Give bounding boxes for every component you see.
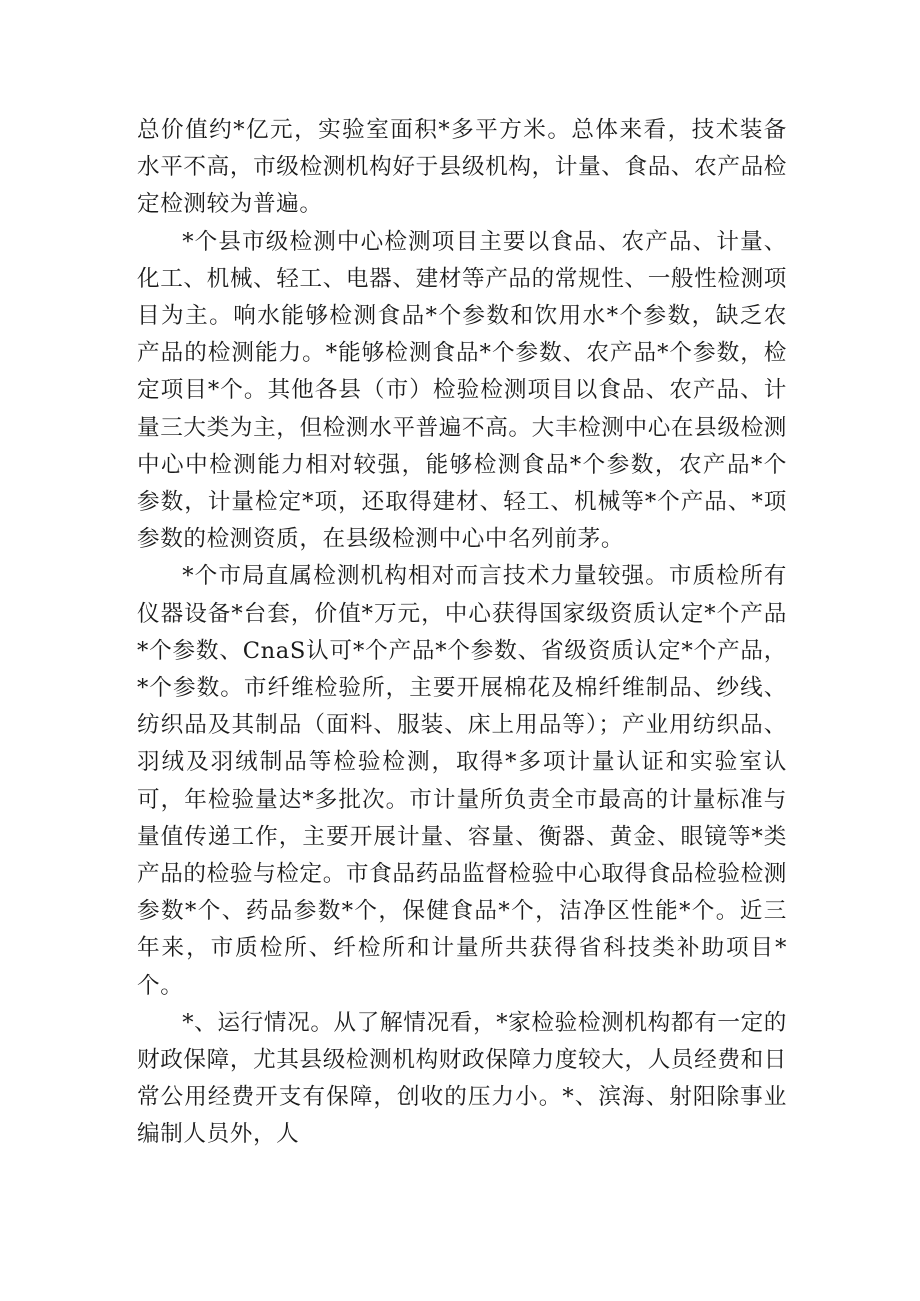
paragraph-municipal-institutions: *个市局直属检测机构相对而言技术力量较强。市质检所有仪器设备*台套，价值*万元，中心获得国家级资质认定*个产品*个参数、CnaS认可*个产品*个参数、省级资质认定*个产品，*个参数。市纤维检验所，主要开展棉花及棉纤维制品、纱线、纺织品及其制品（面料、服装、床上用品等）；产业用纺织品、羽绒及羽绒制品等检验检测，取得*多项计量认证和实验室认可，年检验量达*多批次。市计量所负责全市最高的计量标准与量值传递工作，主要开展计量、容量、衡器、黄金、眼镜等*类产品的检验与检定。市食品药品监督检验中心取得食品检验检测参数*个、药品参数*个，保健食品*个，洁净区性能*个。近三年来，市质检所、纤检所和计量所共获得省科技类补助项目*个。 xyxy=(137,563,787,999)
paragraph-operation-status: *、运行情况。从了解情况看，*家检验检测机构都有一定的财政保障，尤其县级检测机构财政保障力度较大，人员经费和日常公用经费开支有保障，创收的压力小。*、滨海、射阳除事业编制人员外，人 xyxy=(137,1009,787,1148)
paragraph-county-centers: *个县市级检测中心检测项目主要以食品、农产品、计量、化工、机械、轻工、电器、建材等产品的常规性、一般性检测项目为主。响水能够检测食品*个参数和饮用水*个参数，缺乏农产品的检测能力。*能够检测食品*个参数、农产品*个参数，检定项目*个。其他各县（市）检验检测项目以食品、农产品、计量三大类为主，但检测水平普遍不高。大丰检测中心在县级检测中心中检测能力相对较强，能够检测食品*个参数，农产品*个参数，计量检定*项，还取得建材、轻工、机械等*个产品、*项参数的检测资质，在县级检测中心中名列前茅。 xyxy=(137,228,787,553)
paragraph-equipment-summary: 总价值约*亿元，实验室面积*多平方米。总体来看，技术装备水平不高，市级检测机构好于县级机构，计量、食品、农产品检定检测较为普遍。 xyxy=(137,117,787,218)
body-text xyxy=(137,112,787,1154)
